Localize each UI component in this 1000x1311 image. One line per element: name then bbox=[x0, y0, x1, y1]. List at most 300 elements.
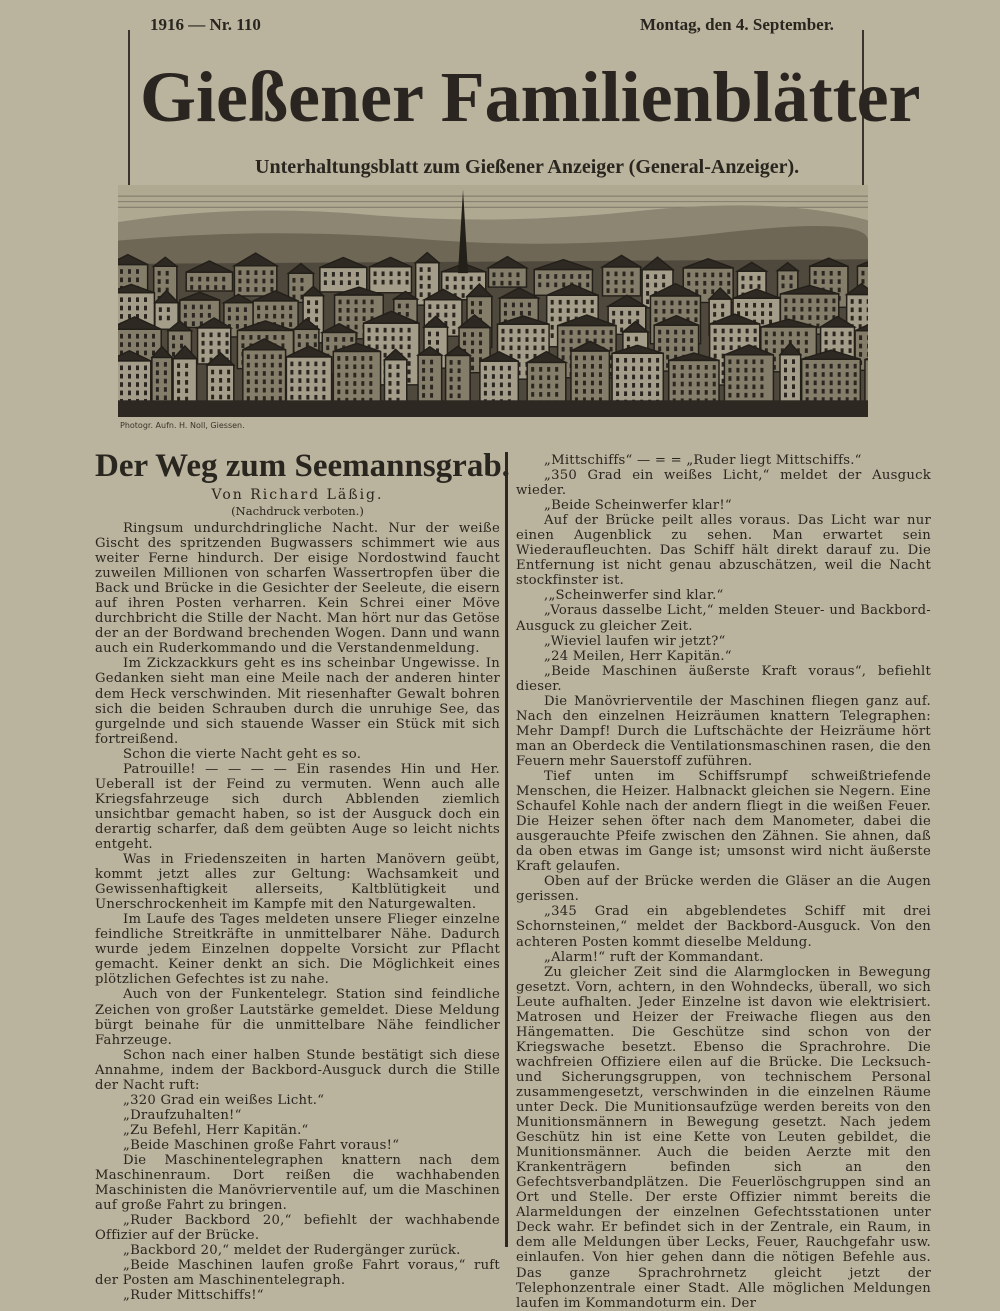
window bbox=[471, 301, 474, 306]
window bbox=[806, 381, 809, 386]
article-paragraph: Patrouille! — — — — Ein rasendes Hin und Her. Ueberall ist der Feind zu vermuten. Wenn auch alle Kriegsfahrzeuge sich durch Abblenden ziemlich unsichtbar gemacht haben, so ist der Ausguck doch ein derartig scharfer, daß dem geübten Auge so leicht nichts entgeht. bbox=[95, 761, 500, 852]
article-paragraph: „Beide Maschinen laufen große Fahrt voraus,“ ruft der Posten am Maschinentelegraph. bbox=[95, 1258, 500, 1289]
window bbox=[281, 335, 284, 340]
window bbox=[208, 313, 211, 318]
window bbox=[736, 368, 739, 373]
window bbox=[361, 381, 364, 386]
window bbox=[646, 299, 649, 304]
window bbox=[575, 300, 578, 305]
window bbox=[392, 328, 395, 333]
window bbox=[867, 335, 868, 340]
window bbox=[120, 269, 123, 274]
window bbox=[666, 330, 669, 335]
window bbox=[500, 391, 503, 396]
window bbox=[450, 385, 453, 390]
window bbox=[159, 307, 162, 312]
window bbox=[861, 279, 864, 284]
window bbox=[211, 378, 214, 383]
article-paragraph: „Voraus dasselbe Licht,“ melden Steuer- und Backbord-Ausguck zu gleicher Zeit. bbox=[516, 603, 931, 634]
window bbox=[721, 312, 724, 317]
window bbox=[575, 308, 578, 313]
house bbox=[669, 360, 719, 406]
window bbox=[760, 376, 763, 381]
window bbox=[765, 332, 768, 337]
window bbox=[430, 368, 433, 373]
window bbox=[408, 345, 411, 350]
window bbox=[428, 284, 431, 289]
window bbox=[273, 306, 276, 311]
window bbox=[615, 272, 618, 277]
window bbox=[298, 362, 301, 367]
window bbox=[350, 337, 353, 342]
window bbox=[805, 332, 808, 337]
window bbox=[210, 341, 213, 346]
window bbox=[599, 364, 602, 369]
window bbox=[554, 274, 557, 279]
window bbox=[790, 275, 793, 280]
window bbox=[479, 332, 482, 337]
window bbox=[754, 337, 757, 342]
window bbox=[654, 317, 657, 322]
window bbox=[689, 373, 692, 378]
window bbox=[120, 342, 123, 347]
window bbox=[369, 373, 372, 378]
window bbox=[444, 304, 447, 309]
window bbox=[517, 329, 520, 334]
window bbox=[822, 389, 825, 394]
window bbox=[136, 269, 139, 274]
window bbox=[420, 267, 423, 272]
window bbox=[307, 300, 310, 305]
window bbox=[824, 315, 827, 320]
window bbox=[623, 280, 626, 285]
window bbox=[136, 391, 139, 396]
window bbox=[648, 358, 651, 363]
window bbox=[271, 363, 274, 368]
window bbox=[144, 366, 147, 371]
window bbox=[120, 334, 123, 339]
window bbox=[504, 311, 507, 316]
window bbox=[422, 360, 425, 365]
article-paragraph: „Alarm!“ ruft der Kommandant. bbox=[544, 949, 764, 965]
article-paragraph: „Zu Befehl, Herr Kapitän.“ bbox=[123, 1122, 309, 1138]
window bbox=[144, 342, 147, 347]
window bbox=[463, 332, 466, 337]
window bbox=[279, 379, 282, 384]
window bbox=[257, 335, 260, 340]
window bbox=[247, 379, 250, 384]
window bbox=[806, 372, 809, 377]
window bbox=[533, 337, 536, 342]
window bbox=[859, 307, 862, 312]
window bbox=[400, 328, 403, 333]
window bbox=[555, 375, 558, 380]
window bbox=[128, 334, 131, 339]
window bbox=[384, 336, 387, 341]
window bbox=[185, 380, 188, 385]
window bbox=[244, 316, 247, 321]
window bbox=[270, 287, 273, 292]
window bbox=[627, 337, 630, 342]
window bbox=[263, 388, 266, 393]
window bbox=[128, 342, 131, 347]
window bbox=[694, 317, 697, 322]
window bbox=[406, 304, 409, 309]
window bbox=[662, 309, 665, 314]
window bbox=[578, 330, 581, 335]
window bbox=[324, 272, 327, 277]
window bbox=[322, 395, 325, 400]
window bbox=[555, 384, 558, 389]
window bbox=[838, 389, 841, 394]
window bbox=[551, 308, 554, 313]
article-paragraph: „Wieviel laufen wir jetzt?“ bbox=[544, 633, 726, 649]
window bbox=[578, 274, 581, 279]
window bbox=[392, 345, 395, 350]
window bbox=[673, 382, 676, 387]
window bbox=[298, 378, 301, 383]
window bbox=[326, 345, 329, 350]
window bbox=[745, 303, 748, 308]
window bbox=[398, 271, 401, 276]
window bbox=[541, 337, 544, 342]
window bbox=[686, 309, 689, 314]
window bbox=[648, 366, 651, 371]
window bbox=[784, 299, 787, 304]
window bbox=[551, 325, 554, 330]
window bbox=[361, 373, 364, 378]
window bbox=[128, 366, 131, 371]
window bbox=[263, 371, 266, 376]
window bbox=[238, 279, 241, 284]
window bbox=[727, 289, 730, 294]
window bbox=[555, 392, 558, 397]
window bbox=[164, 395, 167, 400]
article-paragraph: Auch von der Funkentelegr. Station sind feindliche Zeichen von großer Lautstärke gemeldet. Diese Meldung bürgt beinahe für die unmittelbare Nähe feindlicher Fahrzeuge. bbox=[95, 987, 500, 1048]
window bbox=[270, 270, 273, 275]
window bbox=[591, 308, 594, 313]
window bbox=[822, 364, 825, 369]
window bbox=[805, 340, 808, 345]
window bbox=[792, 299, 795, 304]
window bbox=[164, 379, 167, 384]
window bbox=[867, 299, 868, 304]
window bbox=[681, 373, 684, 378]
window bbox=[339, 316, 342, 321]
window bbox=[471, 332, 474, 337]
window bbox=[348, 272, 351, 277]
window bbox=[624, 383, 627, 388]
window bbox=[314, 395, 317, 400]
article-paragraph: Die Manövrierventile der Maschinen fliegen ganz auf. Nach den einzelnen Heizräumen knattern Telegraphen: Mehr Dampf! Durch die Luftschächte der Heizräume hört man an Oberdeck die Ventilationsmaschinen rasen, die den Feuern mehr Sauerstoff zuführen. bbox=[516, 693, 931, 769]
window bbox=[384, 328, 387, 333]
house bbox=[370, 267, 412, 293]
window bbox=[211, 395, 214, 400]
window bbox=[814, 381, 817, 386]
window bbox=[158, 279, 161, 284]
window bbox=[185, 388, 188, 393]
window bbox=[198, 277, 201, 282]
window bbox=[392, 336, 395, 341]
window bbox=[610, 339, 613, 344]
window bbox=[306, 395, 309, 400]
window bbox=[500, 366, 503, 371]
article-paragraph: Schon die vierte Nacht geht es so. bbox=[123, 746, 362, 762]
window bbox=[164, 362, 167, 367]
window bbox=[226, 333, 229, 338]
window bbox=[744, 376, 747, 381]
window bbox=[226, 341, 229, 346]
window bbox=[406, 312, 409, 317]
window bbox=[792, 359, 795, 364]
window bbox=[705, 382, 708, 387]
window bbox=[591, 300, 594, 305]
article-paragraph: Zu gleicher Zeit sind die Alarmglocken in Bewegung gesetzt. Vorn, achtern, in den Wohndecks, überall, wo sich Leute aufhalten. Jeder Einzelne ist davon wie elektrisiert. Matrosen und Heizer der Freiwache fliegen aus den Hängematten. Die Geschütze sind schon von der Kriegswache besetzt. Ebenso die Sprachrohre. Die wachfreien Offiziere eilen auf die Brücke. Die Lecksuch- und Sicherungsgruppen, von technischem Personal zusammengesetzt, verschwinden in die einzelnen Räume unter Deck. Die Munitionsaufzüge werden bereits von den Munitionsmännern in Bewegung gesetzt. Nach jedem Geschütz hin ist eine Kette von Leuten gebildet, die Munitionsmänner. Auch die beiden Aerzte mit den Krankenträgern befinden sich an den Gefechtsverbandplätzen. Die Feuerlöschgruppen sind an Ort und Stelle. Der erste Offizier nimmt bereits die Alarmeldungen der einzelnen Gefechtsstationen unter Deck wahr. Er befindet sich in der Zentrale, ein Raum, in dem alle Meldungen über Lecks, Feuer, Rauchgefahr usw. einlaufen. Von hier gehen dann die nötigen Befehle aus. Das ganze Sprachrohrnetz gleicht jetzt der Telephonzentrale einer Stadt. Alle möglichen Meldungen laufen im Kommandoturm ein. Der bbox=[516, 964, 931, 1311]
window bbox=[508, 366, 511, 371]
window bbox=[388, 364, 391, 369]
window bbox=[144, 374, 147, 379]
window bbox=[656, 391, 659, 396]
window bbox=[408, 370, 411, 375]
window bbox=[674, 338, 677, 343]
window bbox=[859, 352, 862, 357]
window bbox=[184, 313, 187, 318]
window bbox=[279, 363, 282, 368]
window bbox=[607, 288, 610, 293]
window bbox=[792, 384, 795, 389]
window bbox=[470, 276, 473, 281]
window bbox=[128, 269, 131, 274]
window bbox=[851, 307, 854, 312]
window bbox=[164, 370, 167, 375]
window bbox=[623, 272, 626, 277]
window bbox=[353, 381, 356, 386]
window bbox=[190, 277, 193, 282]
window bbox=[703, 281, 706, 286]
window bbox=[624, 375, 627, 380]
window bbox=[830, 372, 833, 377]
window bbox=[396, 381, 399, 386]
window bbox=[662, 274, 665, 279]
window bbox=[583, 300, 586, 305]
window bbox=[640, 366, 643, 371]
window bbox=[782, 275, 785, 280]
window bbox=[746, 329, 749, 334]
window bbox=[307, 309, 310, 314]
window bbox=[214, 285, 217, 290]
window bbox=[562, 347, 565, 352]
window bbox=[599, 356, 602, 361]
window bbox=[760, 368, 763, 373]
window bbox=[219, 395, 222, 400]
window bbox=[610, 330, 613, 335]
window bbox=[760, 359, 763, 364]
window bbox=[728, 376, 731, 381]
window bbox=[306, 362, 309, 367]
window bbox=[646, 274, 649, 279]
window bbox=[390, 280, 393, 285]
window bbox=[640, 383, 643, 388]
window bbox=[450, 377, 453, 382]
window bbox=[838, 271, 841, 276]
window bbox=[298, 395, 301, 400]
window bbox=[555, 367, 558, 372]
newspaper-title: Gießener Familienblätter bbox=[140, 57, 921, 137]
window bbox=[452, 313, 455, 318]
window bbox=[479, 309, 482, 314]
article-paragraph: „24 Meilen, Herr Kapitän.“ bbox=[544, 648, 732, 664]
window bbox=[247, 354, 250, 359]
article-paragraph: „Beide Scheinwerfer klar!“ bbox=[544, 498, 732, 514]
newspaper-subtitle: Unterhaltungsblatt zum Gießener Anzeiger (General-Anzeiger). bbox=[255, 156, 800, 178]
window bbox=[736, 393, 739, 398]
window bbox=[271, 379, 274, 384]
window bbox=[784, 368, 787, 373]
window bbox=[227, 370, 230, 375]
window bbox=[583, 308, 586, 313]
window bbox=[300, 286, 303, 291]
window bbox=[361, 356, 364, 361]
window bbox=[263, 363, 266, 368]
window bbox=[184, 305, 187, 310]
article-paragraph: Schon nach einer halben Stunde bestätigt sich diese Annahme, indem der Backbord-Ausguck durch die Stille der Nacht ruft: bbox=[95, 1047, 500, 1093]
window bbox=[166, 271, 169, 276]
window bbox=[612, 311, 615, 316]
window bbox=[279, 371, 282, 376]
window bbox=[773, 348, 776, 353]
window bbox=[120, 366, 123, 371]
window bbox=[471, 366, 474, 371]
window bbox=[714, 329, 717, 334]
window bbox=[484, 374, 487, 379]
window bbox=[422, 376, 425, 381]
article-paragraph: „320 Grad ein weißes Licht.“ bbox=[123, 1092, 325, 1108]
window bbox=[471, 341, 474, 346]
window bbox=[602, 339, 605, 344]
window bbox=[144, 391, 147, 396]
window bbox=[512, 303, 515, 308]
window bbox=[830, 389, 833, 394]
window bbox=[458, 393, 461, 398]
window bbox=[492, 366, 495, 371]
window bbox=[760, 385, 763, 390]
window bbox=[567, 300, 570, 305]
window bbox=[846, 381, 849, 386]
article-body-left bbox=[95, 521, 500, 1303]
window bbox=[177, 388, 180, 393]
window bbox=[263, 379, 266, 384]
window bbox=[430, 360, 433, 365]
window bbox=[334, 345, 337, 350]
window bbox=[752, 359, 755, 364]
window bbox=[501, 337, 504, 342]
window bbox=[136, 374, 139, 379]
window bbox=[347, 316, 350, 321]
window bbox=[458, 377, 461, 382]
window bbox=[492, 374, 495, 379]
window bbox=[315, 309, 318, 314]
window bbox=[806, 364, 809, 369]
window bbox=[238, 270, 241, 275]
window bbox=[446, 285, 449, 290]
window bbox=[547, 392, 550, 397]
window bbox=[210, 349, 213, 354]
window bbox=[757, 284, 760, 289]
window bbox=[290, 362, 293, 367]
window bbox=[784, 393, 787, 398]
window bbox=[539, 384, 542, 389]
window bbox=[781, 340, 784, 345]
window bbox=[703, 273, 706, 278]
window bbox=[841, 340, 844, 345]
window bbox=[356, 280, 359, 285]
window bbox=[227, 378, 230, 383]
window bbox=[262, 287, 265, 292]
article-paragraph: Im Zickzackkurs geht es ins scheinbar Ungewisse. In Gedanken sieht man eine Meile nach der anderen hinter dem Heck verschwinden. Mit riesenhafter Gewalt bohren sich die beiden Schrauben durch die unruhige See, das gurgelnde und sich stauende Wasser ein Stück mit sich fortreißend. bbox=[95, 656, 500, 747]
window bbox=[120, 382, 123, 387]
window bbox=[749, 284, 752, 289]
window bbox=[136, 306, 139, 311]
window bbox=[697, 373, 700, 378]
window bbox=[575, 389, 578, 394]
window bbox=[531, 367, 534, 372]
window bbox=[324, 280, 327, 285]
window bbox=[624, 391, 627, 396]
window bbox=[218, 333, 221, 338]
window bbox=[454, 285, 457, 290]
window bbox=[452, 321, 455, 326]
window bbox=[648, 391, 651, 396]
window bbox=[728, 385, 731, 390]
window bbox=[247, 388, 250, 393]
window bbox=[289, 314, 292, 319]
window bbox=[674, 346, 677, 351]
window bbox=[616, 391, 619, 396]
window bbox=[462, 276, 465, 281]
window bbox=[728, 359, 731, 364]
window bbox=[575, 364, 578, 369]
window bbox=[628, 319, 631, 324]
window bbox=[531, 384, 534, 389]
window bbox=[539, 367, 542, 372]
window bbox=[765, 340, 768, 345]
window bbox=[388, 389, 391, 394]
window bbox=[136, 366, 139, 371]
window bbox=[570, 274, 573, 279]
window bbox=[436, 332, 439, 337]
window bbox=[177, 363, 180, 368]
window bbox=[361, 364, 364, 369]
window bbox=[340, 272, 343, 277]
window bbox=[854, 381, 857, 386]
window bbox=[654, 274, 657, 279]
window bbox=[528, 303, 531, 308]
window bbox=[714, 337, 717, 342]
window bbox=[406, 271, 409, 276]
window bbox=[531, 392, 534, 397]
window bbox=[752, 385, 755, 390]
window bbox=[273, 335, 276, 340]
window bbox=[144, 314, 147, 319]
window bbox=[792, 307, 795, 312]
window bbox=[504, 303, 507, 308]
window bbox=[306, 387, 309, 392]
window bbox=[290, 387, 293, 392]
window bbox=[744, 393, 747, 398]
window bbox=[353, 356, 356, 361]
window bbox=[591, 356, 594, 361]
window bbox=[656, 366, 659, 371]
